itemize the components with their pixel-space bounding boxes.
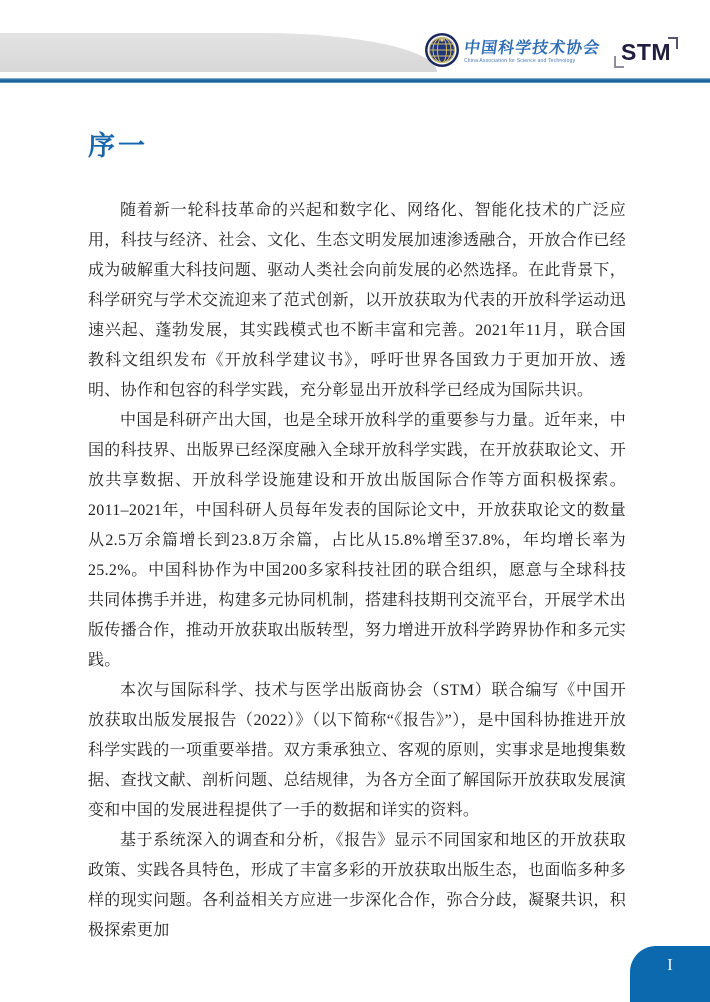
cast-logo-text	[464, 41, 600, 64]
header-divider-rule	[0, 78, 710, 83]
paragraph: 基于系统深入的调查和分析，《报告》显示不同国家和地区的开放获取政策、实践各具特色，形成了丰富多彩的开放获取出版生态，也面临多种多样的现实问题。各利益相关方应进一步深化合作，弥合分歧，凝聚共识，积极探索更加	[88, 832, 626, 939]
header-band	[0, 33, 437, 72]
cast-chinese-name: 中国科学技术协会	[462, 40, 602, 57]
stm-logo	[614, 39, 678, 67]
stm-corner-bracket-icon	[614, 56, 624, 68]
header-logos	[424, 32, 678, 73]
cast-logo	[424, 32, 600, 73]
cast-emblem-icon	[424, 32, 460, 73]
stm-logo-label: STM	[621, 38, 672, 65]
cast-english-name: China Association for Science and Technology	[464, 58, 576, 64]
page-number: I	[667, 955, 673, 974]
paragraph: 随着新一轮科技革命的兴起和数字化、网络化、智能化技术的广泛应用，科技与经济、社会、文化、生态文明发展加速渗透融合，开放合作已经成为破解重大科技问题、驱动人类社会向前发展的必然选择。在此背景下，科学研究与学术交流迎来了范式创新，以开放获取为代表的开放科学运动迅速兴起、蓬勃发展，其实践模式也不断丰富和完善。2021年11月，联合国教科文组织发布《开放科学建议书》，呼吁世界各国致力于更加开放、透明、协作和包容的科学实践，充分彰显出开放科学已经成为国际共识。	[88, 202, 626, 399]
page-number-box	[630, 946, 710, 1002]
paragraph: 中国是科研产出大国，也是全球开放科学的重要参与力量。近年来，中国的科技界、出版界已经深度融入全球开放科学实践，在开放获取论文、开放共享数据、开放科学设施建设和开放出版国际合作等方面积极探索。2011–2021年，中国科研人员每年发表的国际论文中，开放获取论文的数量从2.5万余篇增长到23.8万余篇，占比从15.8%增至37.8%，年均增长率为25.2%。中国科协作为中国200多家科技社团的联合组织，愿意与全球科技共同体携手并进，构建多元协同机制，搭建科技期刊交流平台，开展学术出版传播合作，推动开放获取出版转型，努力增进开放科学跨界协作和多元实践。	[88, 412, 626, 669]
body-text	[88, 196, 626, 946]
page-title: 序一	[88, 131, 148, 161]
stm-corner-bracket-icon	[668, 37, 678, 49]
paragraph: 本次与国际科学、技术与医学出版商协会（STM）联合编写《中国开放获取出版发展报告（2022）》（以下简称“《报告》”），是中国科协推进开放科学实践的一项重要举措。双方秉承独立、客观的原则，实事求是地搜集数据、查找文献、剖析问题、总结规律，为各方全面了解国际开放获取发展演变和中国的发展进程提供了一手的数据和详实的资料。	[88, 682, 626, 819]
